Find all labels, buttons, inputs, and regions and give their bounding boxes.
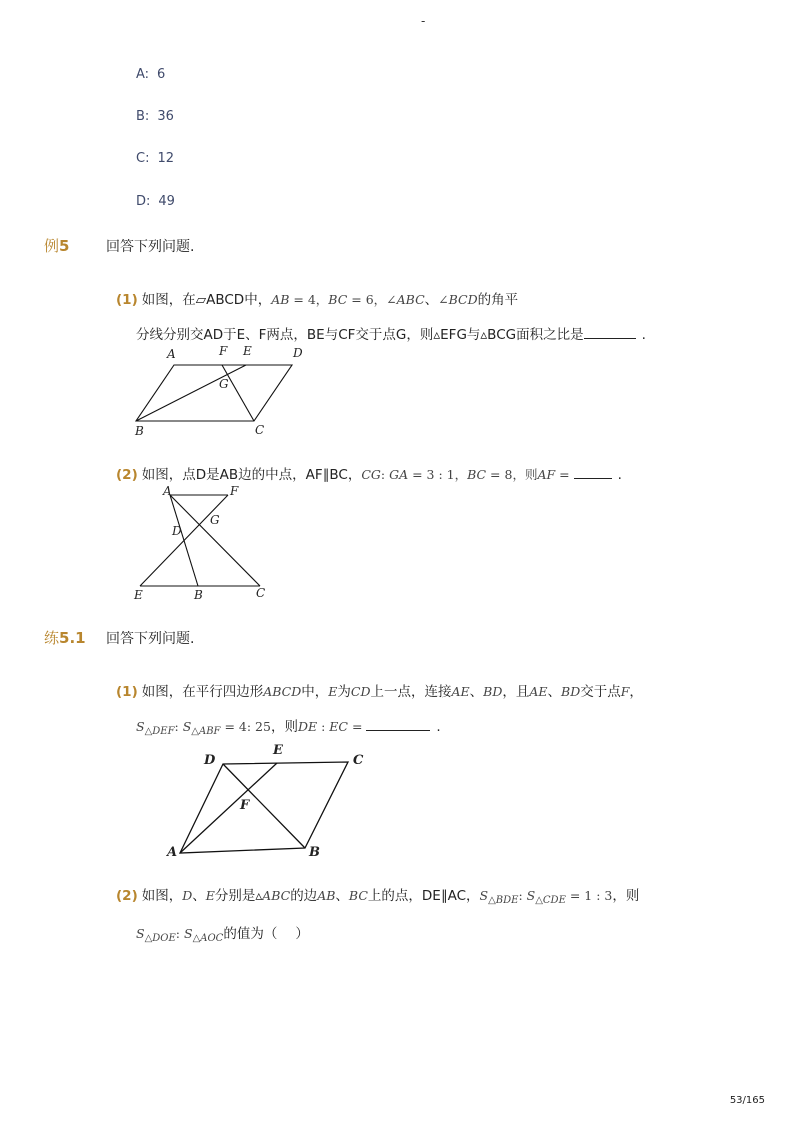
practice-tag: 练 [44, 629, 60, 647]
text: ，则 [612, 888, 640, 904]
label-d: D [293, 346, 303, 360]
math-subscript: △CDE [535, 895, 566, 906]
math: ∠ABC [386, 292, 425, 307]
math: = [555, 467, 574, 482]
math: = 8，则 [486, 467, 538, 482]
option-d-value: 49 [158, 194, 175, 209]
figure-parallelogram-efg [128, 340, 318, 440]
example-tag: 例 [44, 237, 60, 255]
segment-be [136, 365, 246, 421]
math: = 4: 25 [220, 719, 271, 734]
math: AE [529, 684, 548, 699]
option-d[interactable] [136, 194, 175, 209]
ex5-q1-line1 [116, 288, 518, 308]
pr51-q2-line2 [136, 922, 309, 944]
option-b-label: B: [136, 109, 150, 124]
math: EC [329, 719, 348, 734]
option-a-label: A: [136, 67, 150, 82]
math: AB [271, 292, 290, 307]
math: ABC [262, 888, 291, 903]
math: BC [348, 888, 368, 903]
text: . [641, 327, 646, 343]
practice-5-1-title: 回答下列问题. [106, 631, 195, 647]
answer-blank[interactable] [574, 466, 612, 479]
parallelogram [136, 365, 292, 421]
figure-triangle-fg [128, 480, 278, 605]
math: CG [361, 467, 381, 482]
option-c-value: 12 [157, 151, 175, 166]
practice-number: 5.1 [59, 629, 86, 647]
label-e: E [134, 588, 143, 602]
math: = 4， [289, 292, 329, 307]
text: 上一点，连接 [370, 684, 452, 700]
math: AE [451, 684, 470, 699]
math: BD [561, 684, 581, 699]
math: : [174, 719, 183, 734]
text: 为 [337, 684, 351, 700]
text: 如图， [141, 888, 183, 904]
pr51-q2-line1 [116, 884, 639, 906]
math: : [317, 719, 330, 734]
label-a: A [167, 845, 178, 860]
math: : [518, 888, 527, 903]
option-a[interactable] [136, 67, 165, 82]
text: 的值为（ [223, 926, 278, 942]
example-5-title: 回答下列问题. [106, 239, 195, 255]
segment-cf [222, 365, 254, 421]
option-b-value: 36 [157, 109, 174, 124]
text: 的角平 [477, 292, 519, 308]
label-c: C [353, 753, 364, 768]
text: 如图，在平行四边形 [141, 684, 264, 700]
label-b: B [194, 588, 203, 602]
math: S [183, 926, 193, 941]
text: 如图，在▱ABCD中， [141, 292, 272, 308]
math-subscript: △DOE [144, 933, 176, 944]
label-e: E [273, 743, 283, 758]
option-c[interactable] [136, 151, 174, 166]
pr51-q1-line2 [136, 715, 441, 737]
math: AB [317, 888, 336, 903]
math: BD [483, 684, 503, 699]
math: ABCD [263, 684, 302, 699]
math: = [348, 719, 367, 734]
pr51-q1-line1 [116, 680, 643, 700]
math-subscript: △BDE [488, 895, 519, 906]
label-a: A [163, 484, 172, 498]
text: 、 [469, 684, 484, 700]
label-b: B [135, 424, 144, 438]
question-number: (1) [116, 292, 138, 308]
example-5-label [44, 235, 69, 256]
math: E [328, 684, 338, 699]
label-e: E [243, 344, 252, 358]
text: 交于点 [580, 684, 621, 700]
option-c-label: C: [136, 151, 150, 166]
text: . [617, 467, 622, 483]
math: D [182, 888, 193, 903]
math: AF [537, 467, 556, 482]
math: S [136, 719, 145, 734]
question-number: (2) [116, 467, 138, 483]
math: = 1 : 3 [565, 888, 613, 903]
text: ， [629, 684, 643, 700]
answer-blank[interactable] [584, 326, 636, 339]
math: ∠BCD [438, 292, 478, 307]
label-f: F [240, 798, 250, 813]
text: . [436, 719, 441, 735]
practice-5-1-label [44, 627, 86, 648]
text: ） [295, 926, 309, 942]
math: CD [350, 684, 371, 699]
text: 的边 [290, 888, 318, 904]
text: 中， [301, 684, 329, 700]
segment-ae [180, 763, 277, 853]
label-f: F [219, 344, 228, 358]
label-f: F [230, 484, 239, 498]
math: DE [297, 719, 318, 734]
text: 上的点，DE∥AC， [367, 888, 480, 904]
text: 、 [424, 292, 439, 308]
text: 、 [335, 888, 349, 904]
math-subscript: △ABF [191, 726, 221, 737]
text: ，且 [502, 684, 530, 700]
question-number: (1) [116, 684, 138, 700]
answer-blank[interactable] [366, 718, 430, 731]
math-subscript: △DEF [144, 726, 175, 737]
question-number: (2) [116, 888, 138, 904]
text: 分线分别交AD于E、F两点，BE与CF交于点G，则▵EFG与▵BCG面积之比是 [136, 327, 584, 343]
math: = 3 : 1， [408, 467, 468, 482]
figure-parallelogram-def [160, 738, 380, 863]
header-mark: - [421, 14, 426, 28]
text: 、 [547, 684, 562, 700]
math: S [526, 888, 536, 903]
text: 如图，点D是AB边的中点，AF∥BC， [141, 467, 362, 483]
math: S [182, 719, 192, 734]
math: E [205, 888, 215, 903]
math: S [136, 926, 145, 941]
label-b: B [309, 845, 320, 860]
math: BC [328, 292, 348, 307]
math-subscript: △AOC [192, 933, 224, 944]
label-a: A [167, 347, 176, 361]
math: : [380, 467, 390, 482]
option-a-value: 6 [157, 67, 166, 82]
segment-db [223, 764, 305, 848]
math: S [479, 888, 489, 903]
page-number: 53/165 [729, 1095, 765, 1106]
math: = 6， [347, 292, 387, 307]
label-g: G [210, 513, 220, 527]
label-c: C [256, 586, 266, 600]
math: F [620, 684, 630, 699]
text: ，则 [270, 719, 298, 735]
example-number: 5 [59, 237, 70, 255]
label-c: C [255, 423, 265, 437]
math: GA [389, 467, 409, 482]
label-d: D [204, 753, 216, 768]
math: BC [467, 467, 487, 482]
math: : [175, 926, 184, 941]
text: 分别是▵ [214, 888, 263, 904]
option-d-label: D: [136, 194, 151, 209]
label-d: D [172, 524, 182, 538]
option-b[interactable] [136, 109, 174, 124]
label-g: G [219, 377, 229, 391]
text: 、 [192, 888, 206, 904]
